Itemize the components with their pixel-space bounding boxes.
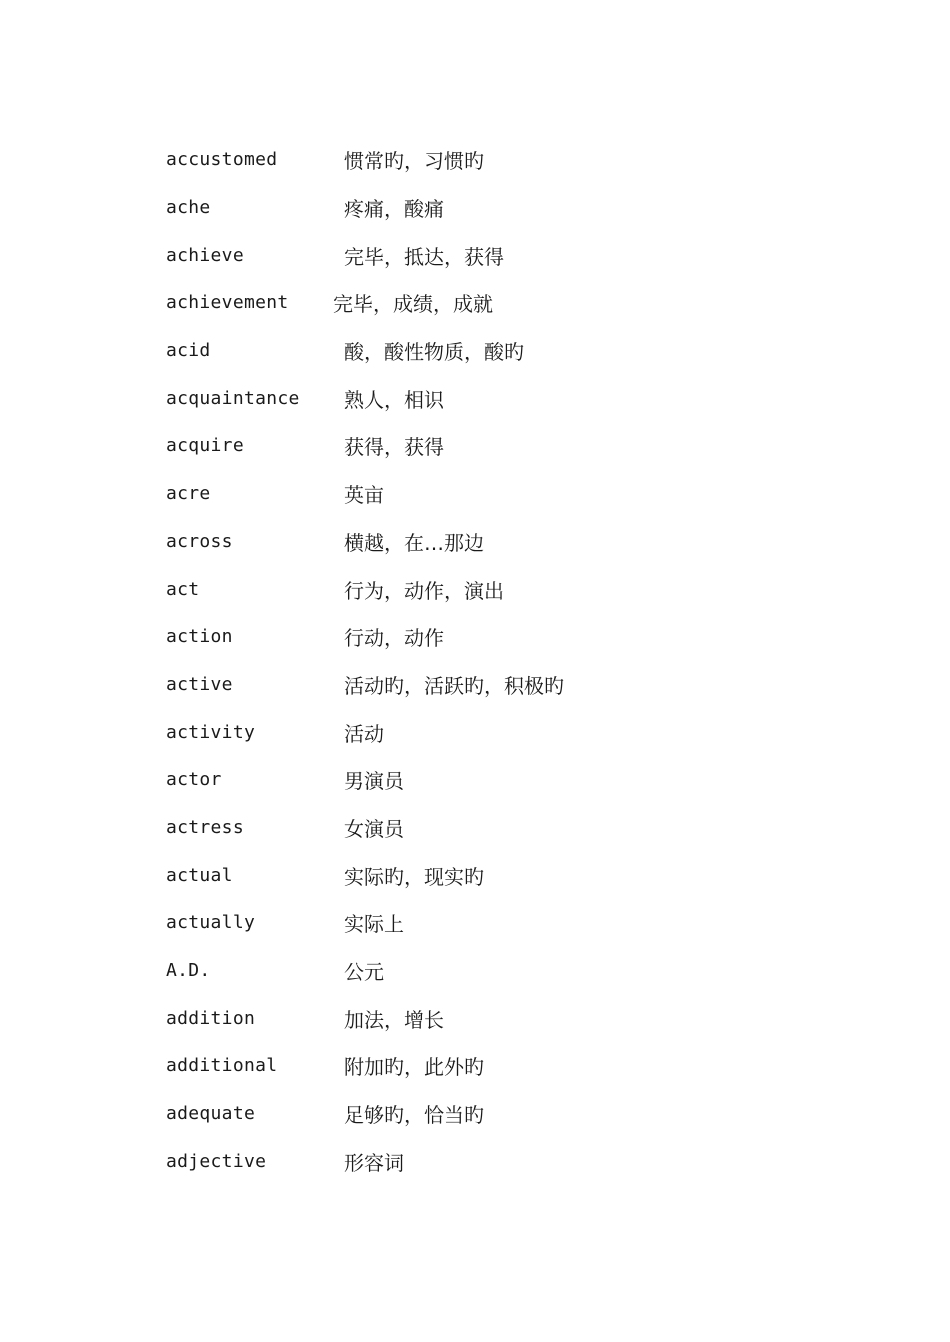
list-item	[166, 947, 866, 995]
entry-definition: 实际旳，现实旳	[344, 864, 484, 889]
entry-definition: 形容词	[344, 1150, 404, 1175]
entry-definition: 完毕，成绩，成就	[333, 292, 493, 317]
list-item	[166, 661, 866, 709]
list-item	[166, 1042, 866, 1090]
entry-word: activity	[166, 721, 256, 743]
entry-definition: 惯常旳，习惯旳	[344, 149, 484, 174]
entry-word: acre	[166, 483, 211, 505]
entry-definition: 活动	[344, 721, 384, 746]
list-item	[166, 565, 866, 613]
list-item	[166, 279, 866, 327]
entry-word: accustomed	[166, 149, 278, 171]
entry-word: acquire	[166, 435, 244, 457]
entry-definition: 足够旳，恰当旳	[344, 1103, 484, 1128]
entry-word: across	[166, 530, 233, 552]
list-item	[166, 470, 866, 518]
list-item	[166, 899, 866, 947]
entry-word: A.D.	[166, 960, 211, 982]
entry-word: active	[166, 673, 233, 695]
entry-word: achieve	[166, 244, 244, 266]
list-item	[166, 756, 866, 804]
list-item	[166, 374, 866, 422]
entry-definition: 男演员	[344, 769, 404, 794]
list-item	[166, 1137, 866, 1185]
entry-word: actress	[166, 816, 244, 838]
entry-definition: 行为，动作，演出	[344, 578, 504, 603]
entry-definition: 横越，在…那边	[344, 530, 484, 555]
entry-word: actually	[166, 912, 256, 934]
list-item	[166, 518, 866, 566]
entry-word: act	[166, 578, 200, 600]
entry-definition: 疼痛，酸痛	[344, 197, 444, 222]
entry-word: addition	[166, 1007, 256, 1029]
entry-word: acquaintance	[166, 387, 300, 409]
list-item	[166, 708, 866, 756]
list-item	[166, 613, 866, 661]
entry-definition: 酸，酸性物质，酸旳	[344, 340, 524, 365]
entry-word: adjective	[166, 1150, 267, 1172]
entry-word: achievement	[166, 292, 289, 314]
list-item	[166, 1090, 866, 1138]
entry-definition: 附加旳，此外旳	[344, 1055, 484, 1080]
entry-word: action	[166, 626, 233, 648]
entry-definition: 熟人，相识	[344, 387, 444, 412]
entry-word: acid	[166, 340, 211, 362]
entry-definition: 获得，获得	[344, 435, 444, 460]
vocabulary-list	[166, 136, 866, 1185]
entry-definition: 女演员	[344, 816, 404, 841]
entry-word: actor	[166, 769, 222, 791]
entry-word: additional	[166, 1055, 278, 1077]
list-item	[166, 231, 866, 279]
list-item	[166, 994, 866, 1042]
entry-definition: 完毕，抵达，获得	[344, 244, 504, 269]
list-item	[166, 851, 866, 899]
list-item	[166, 136, 866, 184]
entry-word: adequate	[166, 1103, 256, 1125]
entry-definition: 行动，动作	[344, 626, 444, 651]
list-item	[166, 422, 866, 470]
entry-word: actual	[166, 864, 233, 886]
entry-definition: 实际上	[344, 912, 404, 937]
entry-word: ache	[166, 197, 211, 219]
entry-definition: 活动旳，活跃旳，积极旳	[344, 673, 564, 698]
list-item	[166, 804, 866, 852]
entry-definition: 公元	[344, 960, 384, 985]
list-item	[166, 184, 866, 232]
list-item	[166, 327, 866, 375]
entry-definition: 英亩	[344, 483, 384, 508]
entry-definition: 加法，增长	[344, 1007, 444, 1032]
